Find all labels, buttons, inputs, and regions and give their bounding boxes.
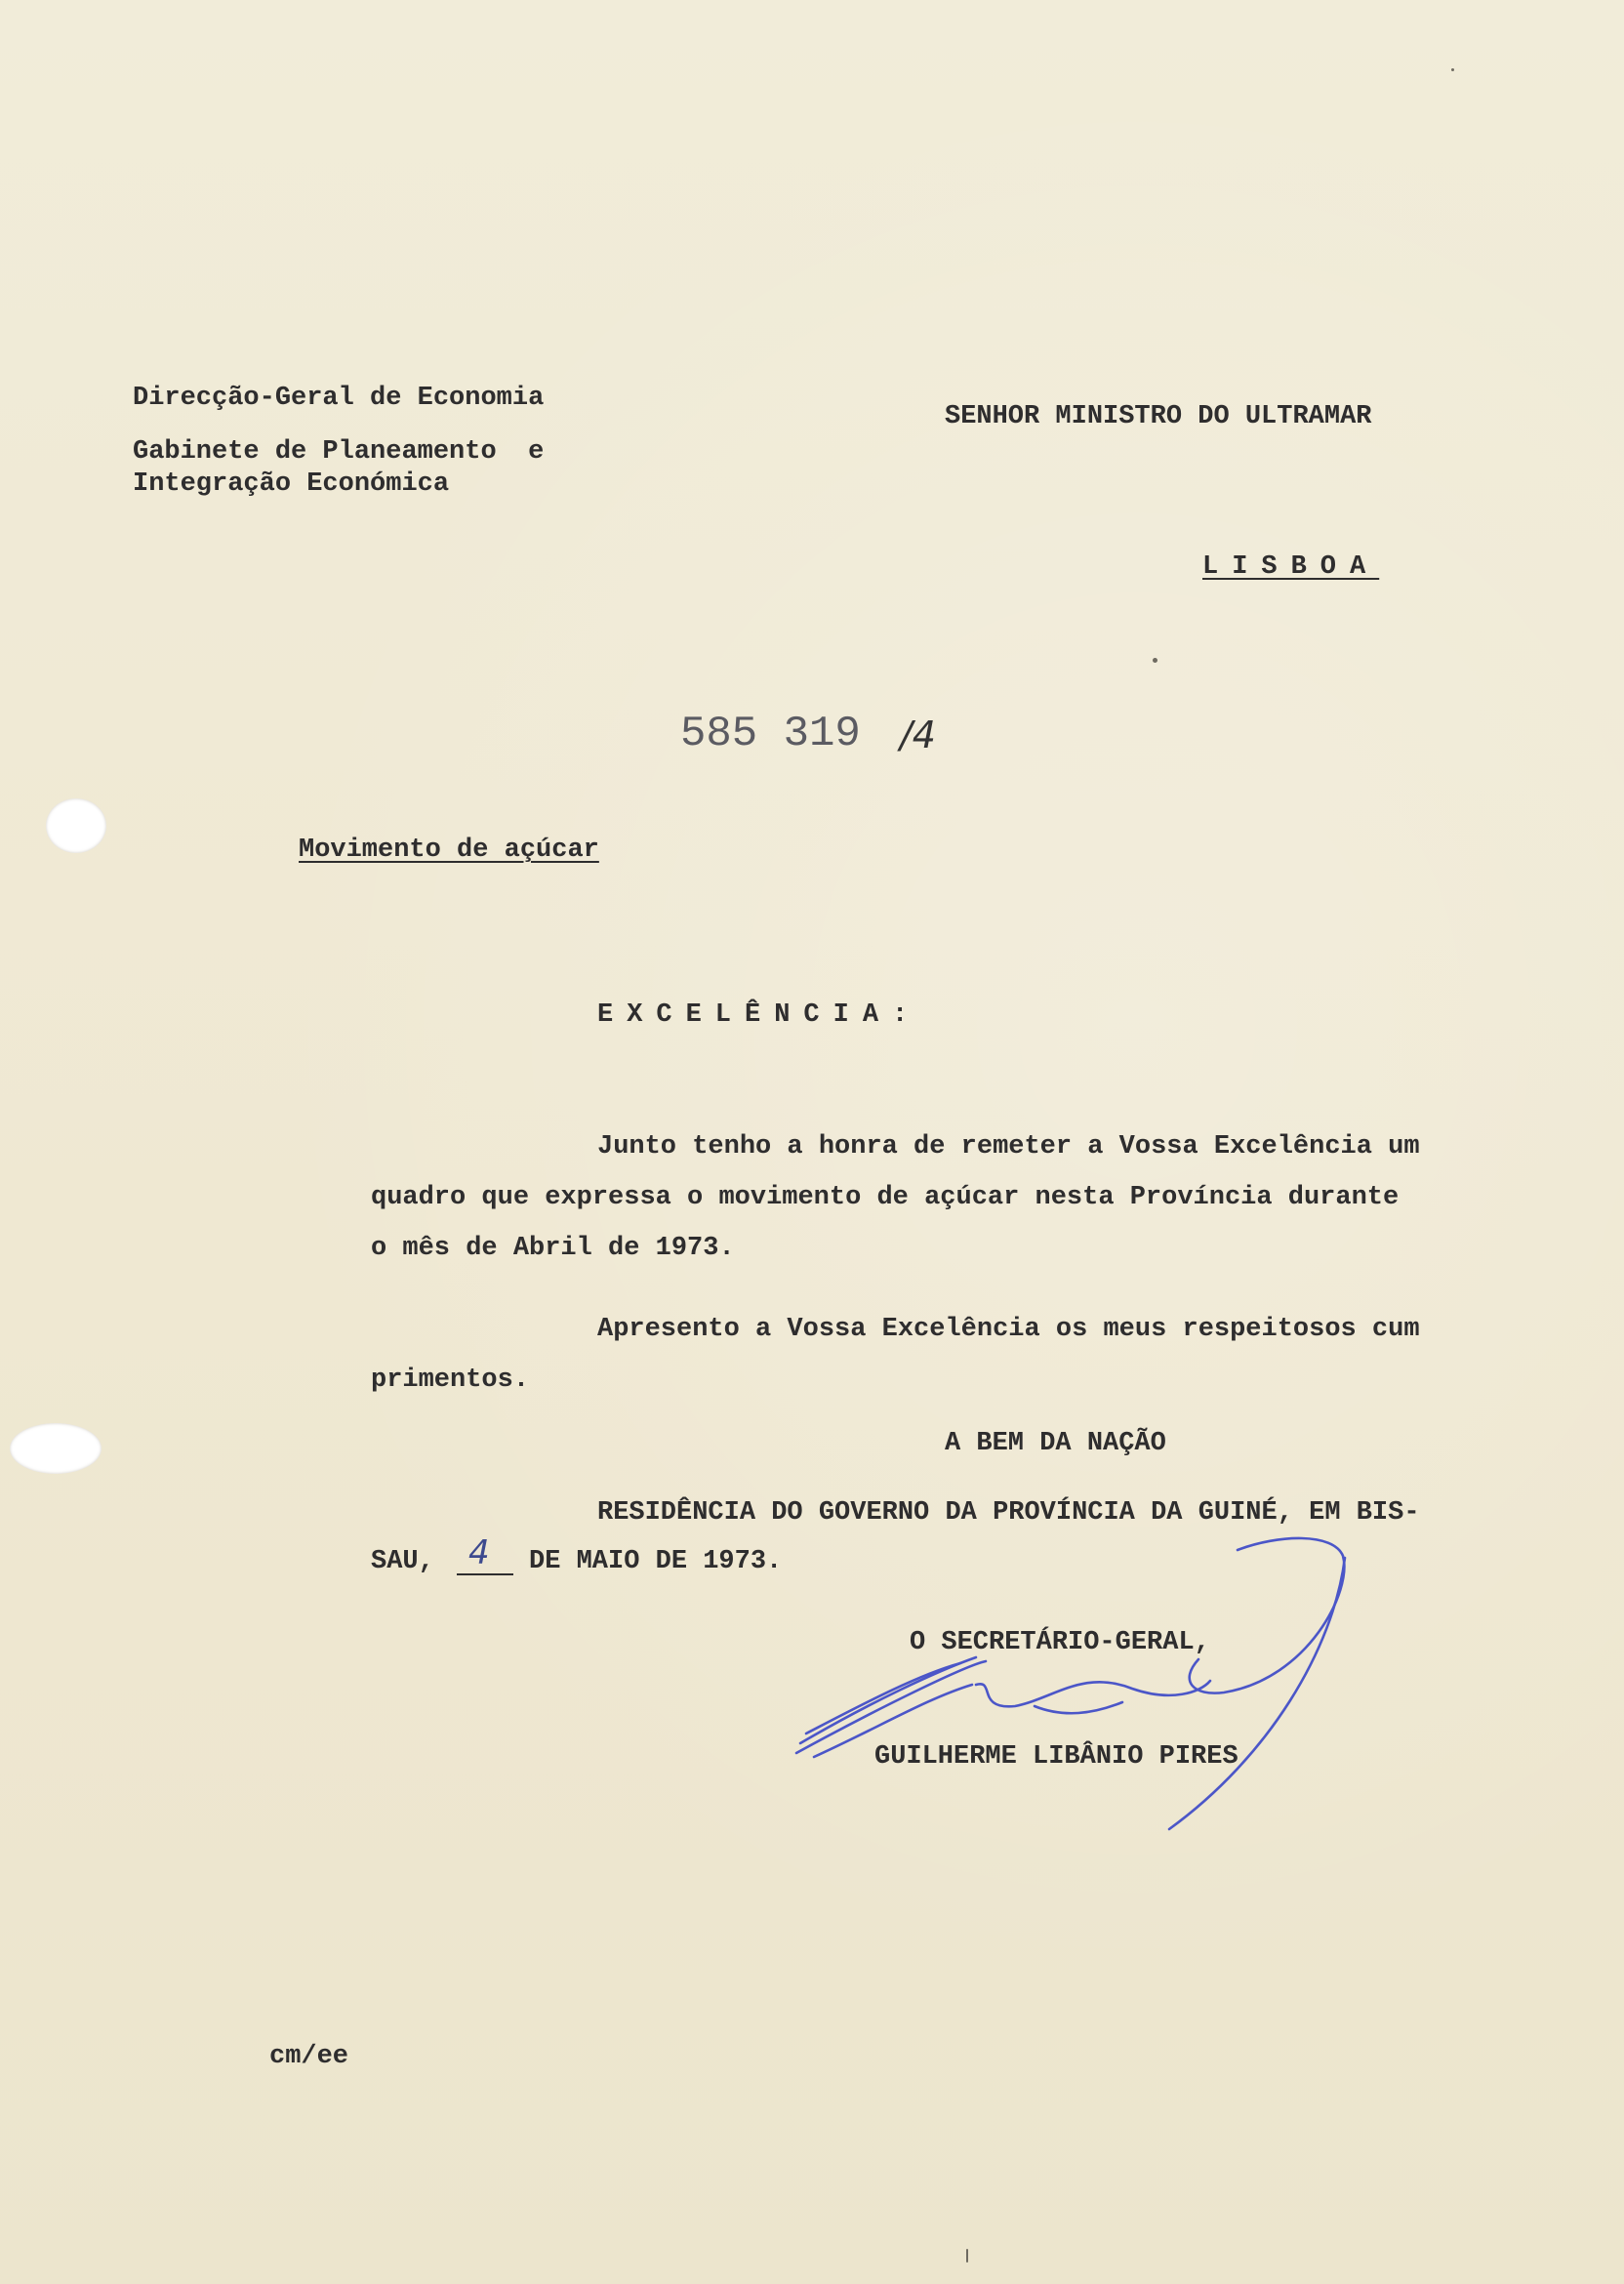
salutation: EXCELÊNCIA:: [597, 1000, 922, 1030]
sender-line-1: Direcção-Geral de Economia: [133, 384, 545, 413]
addressee-city: LISBOA: [1202, 552, 1380, 582]
body-paragraph-2-line-1: Apresento a Vossa Excelência os meus respeitosos cum: [597, 1315, 1420, 1344]
typist-initials: cm/ee: [269, 2042, 349, 2071]
signature-title: O SECRETÁRIO-GERAL,: [910, 1628, 1210, 1657]
body-paragraph-1-line-2: quadro que expressa o movimento de açúcar nesta Província durante: [371, 1183, 1400, 1212]
closing-date-day-handwritten: 4: [468, 1533, 490, 1572]
closing-place-line-2-prefix: SAU,: [371, 1547, 434, 1576]
subject-line: Movimento de açúcar: [299, 836, 599, 865]
closing-place-line-1: RESIDÊNCIA DO GOVERNO DA PROVÍNCIA DA GUINÉ, EM BIS-: [597, 1498, 1420, 1528]
body-paragraph-2-line-2: primentos.: [371, 1366, 530, 1395]
closing-place-line-2-suffix: DE MAIO DE 1973.: [529, 1547, 783, 1576]
sender-line-3: Integração Económica: [133, 469, 450, 499]
body-paragraph-1-line-1: Junto tenho a honra de remeter a Vossa Excelência um: [597, 1132, 1420, 1162]
body-paragraph-1-line-3: o mês de Abril de 1973.: [371, 1234, 735, 1263]
addressee-name: SENHOR MINISTRO DO ULTRAMAR: [945, 402, 1372, 431]
reference-number-stamp: 585 319: [680, 710, 861, 758]
sender-line-2: Gabinete de Planeamento e: [133, 437, 545, 467]
closing-motto: A BEM DA NAÇÃO: [945, 1429, 1166, 1458]
reference-number-handwritten-suffix: /4: [900, 714, 936, 756]
signature-name: GUILHERME LIBÂNIO PIRES: [874, 1742, 1238, 1772]
